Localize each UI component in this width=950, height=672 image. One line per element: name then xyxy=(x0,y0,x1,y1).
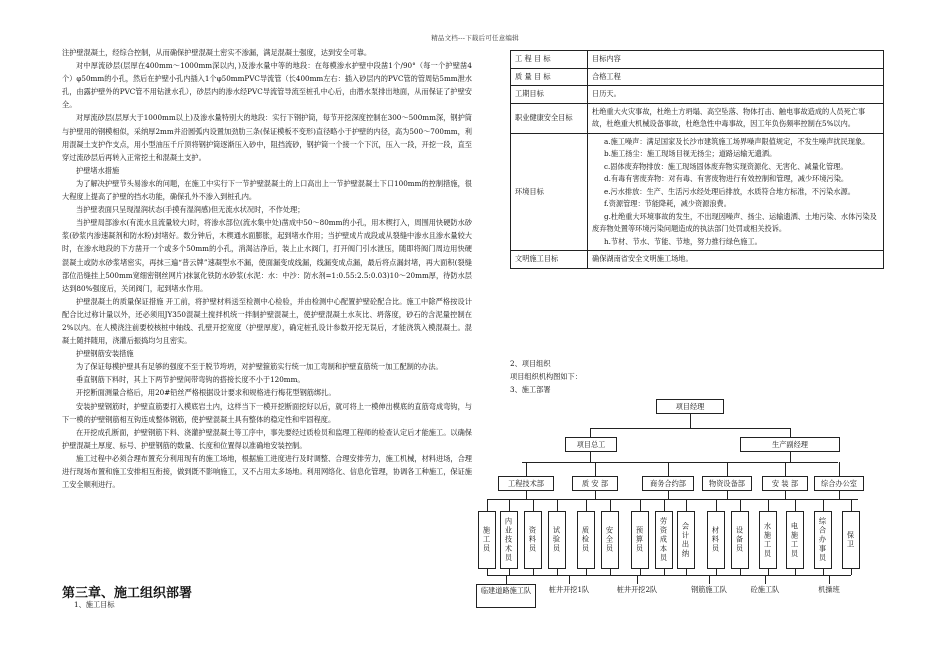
org-staff-label: 材料员 xyxy=(711,526,721,554)
paragraph: 护壁混凝土的质量保证措施 开工前，将护壁材料送至检测中心检验，并由检测中心配置护壁砼配合比。施工中除严格按设计配合比过称计量以外，还必须用JY350混凝土搅拌机统一拌制护壁混凝土，使护壁混凝土水灰比、坍落度，砂石的含泥量控制在2%以内。在人模浇注前要校核桩中轴线、孔壁开挖宽度（护壁厚度），确定桩孔设计参数开挖无误后，才能浇筑入模混凝土。混凝土随拌随用，浇灌后振捣均匀且密实。 xyxy=(62,296,472,346)
connector-line xyxy=(509,499,510,511)
org-staff-box xyxy=(731,511,749,569)
org-dept-box: 安 装 部 xyxy=(762,476,808,491)
connector-line xyxy=(590,428,591,437)
org-staff-label: 内业技术员 xyxy=(504,517,514,563)
connector-line xyxy=(727,491,728,499)
connector-line xyxy=(765,575,766,584)
connector-line xyxy=(839,462,840,476)
connector-line xyxy=(709,575,710,584)
org-staff-box xyxy=(842,511,860,569)
org-staff-label: 预算员 xyxy=(635,526,645,554)
goal-value-line: 合格工程 xyxy=(592,71,621,81)
org-staff-label: 资料员 xyxy=(528,526,538,554)
connector-line xyxy=(506,575,507,584)
connector-line xyxy=(795,499,796,511)
org-staff-label: 保卫 xyxy=(846,530,856,550)
paragraph: 为了保证每模护壁具有足够的强度不至于脱节垮坍，对护壁箍筋实行统一加工弯制和护壁直筋统一加工配制的办法。 xyxy=(76,362,443,372)
org-team-box: 桩井开挖1队 xyxy=(548,585,590,594)
goal-label: 工期目标 xyxy=(511,86,588,104)
connector-line xyxy=(790,452,791,462)
connector-line xyxy=(488,499,858,500)
connector-line xyxy=(590,428,790,429)
org-staff-box xyxy=(524,511,542,569)
connector-line xyxy=(595,462,596,476)
paragraph: 当护壁局部渗水(有流水且流量较大)时，将渗水部位(流水集中处)凿成中50～80mm的小孔，用木楔打入，周围用快硬防水砂浆(砂浆内渗速凝剂和防水粉)封堵好。数分钟后，木楔通水面膨胀，起到堵水作用；当护壁成片成段或从裂缝中渗水且渗水量较大时，在渗水地段的下方凿开一个或多个50mm的小孔，消渴沽净后，装上止水阀门，打开阀门引水泄压，随即将阀门周边用快硬混凝土或防水砂浆堵密实，再抹三遍“普云牌”速凝型水不漏，使面漏变成线漏，线漏变成点漏，最后将点漏封堵，再大面积(裂缝部位沿缝挂上500mm宽细密钢丝网片)抹氯化铁防水砂浆(水泥：水：中沙：防水剂=1:0.55:2.5:0.03)10～20mm厚，待防水层达到80%强度后，关闭阀门，起到堵水作用。 xyxy=(62,218,472,293)
org-dept-box: 工程技术部 xyxy=(498,476,554,491)
org-staff-label: 电施工员 xyxy=(790,521,800,559)
org-staff-box xyxy=(786,511,804,569)
connector-line xyxy=(686,499,687,511)
connector-line xyxy=(668,462,669,476)
org-level2-box: 生产副经理 xyxy=(740,437,840,452)
org-staff-box xyxy=(707,511,725,569)
connector-line xyxy=(727,462,728,476)
goal-value-line: 目标内容 xyxy=(592,54,621,63)
connector-line xyxy=(664,499,665,511)
org-team-box: 桩井开挖2队 xyxy=(616,585,658,594)
org-staff-label: 施工员 xyxy=(482,526,492,554)
org-dept-box: 商务合约部 xyxy=(642,476,694,491)
org-staff-box xyxy=(500,511,518,569)
connector-line xyxy=(851,569,852,575)
connector-line xyxy=(823,499,824,511)
org-staff-box xyxy=(478,511,496,569)
chapter-title: 第三章、施工组织部署 xyxy=(62,586,193,601)
connector-line xyxy=(740,499,741,511)
connector-line xyxy=(557,499,558,511)
goal-value-line: c.固体废弃物排放：施工现场固体废弃物实现资源化、无害化、减量化管理。 xyxy=(604,161,848,171)
org-staff-label: 安全员 xyxy=(605,526,615,554)
connector-line xyxy=(487,499,488,511)
connector-line xyxy=(851,499,852,511)
org-dept-box: 综合办公室 xyxy=(814,476,864,491)
section-2-subheading: 项目组织机构图如下： xyxy=(510,372,582,381)
subheading: 护壁堵水措施 xyxy=(76,165,120,175)
org-staff-label: 试验员 xyxy=(552,526,562,554)
org-dept-box: 物资设备部 xyxy=(702,476,752,491)
org-staff-label: 综合办事员 xyxy=(818,517,828,563)
org-staff-label: 质检员 xyxy=(581,526,591,554)
goal-value-line: f.资源管理：节能降耗，减少资源浪费。 xyxy=(604,199,731,208)
goal-value-line: e.污水排放：生产、生活污水经处理后排放，水质符合地方标准，不污染水源。 xyxy=(604,186,855,196)
connector-line xyxy=(839,491,840,499)
connector-line xyxy=(590,452,591,462)
org-team-box: 钢筋施工队 xyxy=(691,585,727,594)
connector-line xyxy=(668,491,669,499)
paragraph: 为了解决护壁节头易渗水的问题，在施工中实行下一节护壁混凝土的上口高出上一节护壁混凝土下口100mm的控制措施，很大程度上提高了护壁的挡水功能，确保孔外不渗入到桩孔内。 xyxy=(62,178,472,202)
goal-value-line: b.施工扬尘：施工现场目视无扬尘；道路运输无遗洒。 xyxy=(604,149,777,158)
page-header: 精品文档---下载后可任意编辑 xyxy=(431,34,519,42)
section-3-heading: 3、施工部署 xyxy=(510,385,551,394)
paragraph: 垂直钢筋下料时，其上下两节护壁间带弯钩的搭接长度不小于120mm。 xyxy=(76,375,305,385)
connector-line xyxy=(586,499,587,511)
org-dept-box: 质 安 部 xyxy=(572,476,618,491)
org-staff-box xyxy=(677,511,695,569)
org-staff-box xyxy=(548,511,566,569)
connector-line xyxy=(533,499,534,511)
paragraph: 安装护壁钢筋时，护壁直筋要打入模底岩土内，这样当下一模开挖断面挖好以后，就可将上一模伸出模底的直筋弯成弯钩，与下一模的护壁钢筋相互钩连成整体钢筋，使护壁混凝土具有整体的稳定性和牢固程度。 xyxy=(62,401,472,424)
paragraph: 施工过程中必须合理布置充分利用现有的施工场地，根据施工进度进行及时调整、合理安排劳力，施工机械，材料进场，合理进行现场布置和施工安排相互衔接，做到既不影响施工，又不占用太多场地。利用网络化、信息化管理，协调各工种施工，保证施工安全顺利进行。 xyxy=(62,453,472,490)
org-staff-box xyxy=(655,511,673,569)
org-team-box: 机操班 xyxy=(818,585,840,594)
connector-line xyxy=(487,575,851,576)
connector-line xyxy=(785,491,786,499)
org-staff-box xyxy=(759,511,777,569)
org-team-box: 砼施工队 xyxy=(750,585,780,594)
goal-value-line: h.节材、节水、节能、节地，努力推行绿色施工。 xyxy=(604,236,762,246)
paragraph: 对中厚流砂层(层厚在400mm～1000mm深以内，)及渗水量中等的地段：在每模渗水护壁中段凿1个/90°（每一个护壁凿4个）φ50mm的小孔，然后在护壁小孔内插入1个φ50mmPVC导流管（长400mm左右：插入砂层内的PVC管的管周钻5mm泄水孔，由露护壁外的PVC管不用钻泄水孔），砂层内的渗水经PVC导流管导流至桩孔中心后，由潜水泵排出地面，从而保证了护壁安全。 xyxy=(62,61,472,110)
org-staff-box xyxy=(601,511,619,569)
connector-line xyxy=(716,499,717,511)
org-staff-label: 劳资成本员 xyxy=(659,517,669,563)
goal-label: 职业健康安全目标 xyxy=(511,103,588,133)
connector-line xyxy=(522,462,838,463)
org-staff-box xyxy=(631,511,649,569)
connector-line xyxy=(610,499,611,511)
org-team-box: 临建道路施工队 xyxy=(476,584,536,608)
goal-value-line: g.杜绝重大环境事故的发生，不出现因噪声、扬尘、运输遗洒、土地污染、水体污染及废弃物处置等环境污染问题造成的执法部门处罚或相关投诉。 xyxy=(592,211,877,233)
org-staff-box xyxy=(577,511,595,569)
connector-line xyxy=(637,575,638,584)
goal-label: 环境目标 xyxy=(511,133,588,251)
connector-line xyxy=(640,499,641,511)
goal-value-line: 确保湖南省安全文明施工场地。 xyxy=(592,254,693,263)
connector-line xyxy=(526,462,527,476)
goal-value-line: 日历天。 xyxy=(592,89,621,98)
goal-value-line: 杜绝重大火灾事故，杜绝土方坍塌、高空坠落、物体打击、触电事故造成的人员死亡事故，杜绝重大机械设备事故，杜绝急性中毒事故，因工年负伤频率控制在5%以内。 xyxy=(592,106,866,128)
section-1-heading: 1、施工目标 xyxy=(74,600,115,609)
paragraph: 开挖断面测量合格后，用20#铅丝严格根据设计要求和规格进行梅花型钢筋绑扎。 xyxy=(76,388,336,398)
org-level2-box: 项目总工 xyxy=(565,437,617,452)
connector-line xyxy=(790,428,791,437)
paragraph: 对厚流砂层(层厚大于1000mm以上)及渗水量特别大的地段：实行下钢护筒，每节开挖深度控制在300～500mm深，钢护筒与护壁用的钢模相似，采纳厚2mm并沿圆弧内设置加劲肋三条(保证模板不变形)直径略小于护壁的内径，高为500～700mm，利用混凝土支护作支点，用小型油压千斤顶将钢护筒逐渐压入砂中，阻挡流砂，钢护筒一个接一个下沉，压入一段，开挖一段，直至穿过流砂层后再转入正常挖土和混凝土支护。 xyxy=(62,113,472,162)
connector-line xyxy=(569,575,570,584)
org-staff-label: 设备员 xyxy=(735,526,745,554)
org-staff-box xyxy=(814,511,832,569)
goal-label: 工 程 目 标 xyxy=(511,51,588,69)
goal-label: 文明施工目标 xyxy=(511,251,588,269)
org-top-box: 项目经理 xyxy=(656,399,724,414)
connector-line xyxy=(785,462,786,476)
connector-line xyxy=(595,491,596,499)
org-staff-label: 水施工员 xyxy=(763,521,773,559)
paragraph: 当护壁表面只呈现湿润状态(手摸有湿润感)但无流水状况时，不作处理； xyxy=(76,205,305,215)
connector-line xyxy=(526,491,527,499)
paragraph: 注护壁混凝土，经综合控制，从而确保护壁混凝土密实不渗漏，满足混凝土强度，达到安全可靠。 xyxy=(62,48,372,57)
connector-line xyxy=(768,499,769,511)
paragraph: 在开挖成孔断面，护壁钢筋下料、浇灌护壁混凝土等工序中，事先要经过质检员和监理工程师的检查认定后才能施工。以确保护壁混凝土厚度、标号、护壁钢筋的数量、长度和位置得以准确地安装控制。 xyxy=(62,427,472,450)
connector-line xyxy=(690,414,691,428)
section-2-heading: 2、项目组织 xyxy=(510,359,551,368)
org-staff-label: 会计出纳 xyxy=(681,521,691,559)
goal-value-line: d.有毒有害废弃物：对有毒、有害废物进行有效控制和管理，减少环境污染。 xyxy=(604,174,849,183)
goal-value-line: a.施工噪声：满足国家及长沙市建筑施工场界噪声限值规定，不发生噪声扰民现象。 xyxy=(604,136,870,146)
goal-label: 质 量 目 标 xyxy=(511,68,588,86)
connector-line xyxy=(829,575,830,584)
subheading: 护壁钢筋安装措施 xyxy=(76,349,134,359)
